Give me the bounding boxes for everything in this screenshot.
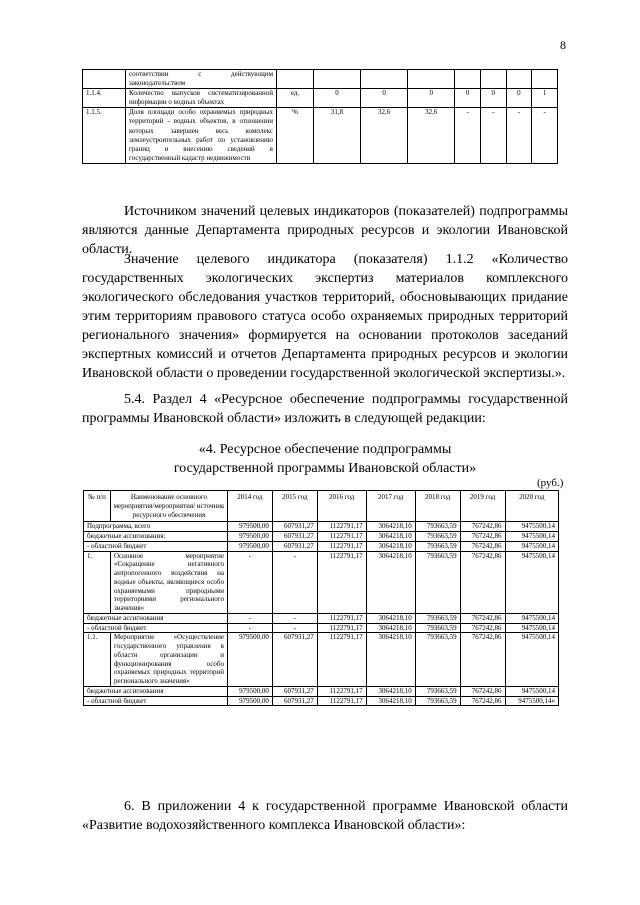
row-name: - областной бюджет — [84, 696, 228, 706]
row-name: бюджетные ассигнования — [84, 686, 228, 696]
amount-cell: 793663,59 — [415, 522, 460, 532]
amount-cell: 3064218,10 — [366, 623, 415, 633]
amount-cell: 793663,59 — [415, 613, 460, 623]
indicator-value: - — [480, 108, 506, 164]
table-row — [84, 686, 559, 696]
table-row — [84, 613, 559, 623]
paragraph-indicator-value: Значение целевого индикатора (показателя) 1.1.2 «Количество государственных экологических экспертиз материалов комплексного экологического обследования участков территорий, обосновывающих придание этим территориям правового статуса особо охраняемых природных территорий регионального значения» формируется на основании протоколов заседаний экспертных комиссий и отчетов Департамента природных ресурсов и экологии Ивановской области о проведении государственной экологической экспертизы.». — [82, 252, 568, 381]
indicator-name: Количество выпусков систематизированной информации о водных объектах — [126, 89, 277, 108]
currency-unit-label: (руб.) — [537, 477, 564, 489]
amount-cell: 1122791,17 — [317, 551, 366, 613]
indicator-value: - — [506, 108, 532, 164]
amount-cell: - — [272, 613, 317, 623]
amount-cell: 1122791,17 — [317, 541, 366, 551]
amount-cell: - — [228, 551, 273, 613]
amount-cell: 1122791,17 — [317, 522, 366, 532]
indicator-value: - — [532, 108, 558, 164]
indicator-value — [455, 70, 481, 89]
amount-cell: 9475500,14 — [505, 633, 559, 687]
amount-cell: 793663,59 — [415, 541, 460, 551]
table-row — [84, 633, 559, 687]
column-header: 2017 год — [366, 491, 415, 522]
amount-cell: 607931,27 — [272, 522, 317, 532]
amount-cell: 1122791,17 — [317, 633, 366, 687]
amount-cell: 767242,86 — [460, 551, 505, 613]
amount-cell: 9475500,14» — [505, 696, 559, 706]
row-number: 1.1. — [84, 633, 111, 687]
paragraph-source: Источником значений целевых индикаторов (показателей) подпрограммы являются данные Департамента природных ресурсов и экологии Ивановской области. — [82, 204, 568, 257]
column-header: 2014 год — [228, 491, 273, 522]
indicator-unit: % — [277, 108, 314, 164]
indicator-value — [506, 70, 532, 89]
amount-cell: - — [228, 623, 273, 633]
amount-cell: 607931,27 — [272, 633, 317, 687]
amount-cell: 3064218,10 — [366, 532, 415, 542]
amount-cell: 607931,27 — [272, 686, 317, 696]
column-header: 2019 год — [460, 491, 505, 522]
table-row — [83, 108, 558, 164]
amount-cell: 767242,86 — [460, 532, 505, 542]
indicator-unit: ед. — [277, 89, 314, 108]
column-header: 2020 год — [505, 491, 559, 522]
amount-cell: 1122791,17 — [317, 532, 366, 542]
row-name: бюджетные ассигнования: — [84, 532, 228, 542]
amount-cell: 3064218,10 — [366, 696, 415, 706]
page-number: 8 — [560, 38, 566, 52]
table-header-row — [84, 491, 559, 522]
amount-cell: 793663,59 — [415, 633, 460, 687]
amount-cell: 9475500,14 — [505, 623, 559, 633]
indicator-value: 31,8 — [314, 108, 361, 164]
row-name: бюджетные ассигнования — [84, 613, 228, 623]
column-header: № п/п — [84, 491, 111, 522]
amount-cell: 793663,59 — [415, 532, 460, 542]
indicator-value: 0 — [314, 89, 361, 108]
table-row — [84, 532, 559, 542]
amount-cell: 607931,27 — [272, 532, 317, 542]
indicator-value: 1 — [532, 89, 558, 108]
amount-cell: - — [228, 613, 273, 623]
row-name: Мероприятие «Осуществление государственного управления в области организации и функционирования особо охраняемых природных территорий регионального значения» — [111, 633, 228, 687]
table-row — [83, 70, 558, 89]
paragraph-section-4: 5.4. Раздел 4 «Ресурсное обеспечение подпрограммы государственной программы Ивановской области» изложить в следующей редакции: — [82, 392, 568, 426]
indicators-table — [82, 69, 558, 164]
row-name: - областной бюджет — [84, 623, 228, 633]
amount-cell: 3064218,10 — [366, 541, 415, 551]
amount-cell: 767242,86 — [460, 541, 505, 551]
indicator-value — [408, 70, 455, 89]
amount-cell: 607931,27 — [272, 696, 317, 706]
table-row — [84, 696, 559, 706]
amount-cell: 767242,86 — [460, 686, 505, 696]
amount-cell: 979500,00 — [228, 541, 273, 551]
amount-cell: 979500,00 — [228, 633, 273, 687]
amount-cell: 979500,00 — [228, 686, 273, 696]
amount-cell: 3064218,10 — [366, 633, 415, 687]
amount-cell: 1122791,17 — [317, 623, 366, 633]
amount-cell: 3064218,10 — [366, 551, 415, 613]
amount-cell: 3064218,10 — [366, 613, 415, 623]
section-heading-line1: «4. Ресурсное обеспечение подпрограммы — [198, 442, 452, 457]
indicator-value — [480, 70, 506, 89]
amount-cell: 3064218,10 — [366, 522, 415, 532]
amount-cell: 1122791,17 — [317, 686, 366, 696]
section-heading-line2: государственной программы Ивановской области» — [173, 461, 477, 476]
indicator-value: 32,6 — [408, 108, 455, 164]
amount-cell: - — [272, 551, 317, 613]
amount-cell: 767242,86 — [460, 522, 505, 532]
indicator-value — [314, 70, 361, 89]
amount-cell: 607931,27 — [272, 541, 317, 551]
amount-cell: 793663,59 — [415, 551, 460, 613]
indicator-value: 0 — [506, 89, 532, 108]
table-row — [84, 551, 559, 613]
column-header: 2018 год — [415, 491, 460, 522]
amount-cell: 767242,86 — [460, 696, 505, 706]
amount-cell: 979500,00 — [228, 696, 273, 706]
indicator-value: 0 — [408, 89, 455, 108]
amount-cell: - — [272, 623, 317, 633]
row-number: 1. — [84, 551, 111, 613]
indicator-name: соответствии с действующим законодательством — [126, 70, 277, 89]
table-row — [84, 522, 559, 532]
indicator-number — [83, 70, 126, 89]
indicator-number: 1.1.5. — [83, 108, 126, 164]
amount-cell: 767242,86 — [460, 613, 505, 623]
table-row — [84, 623, 559, 633]
amount-cell: 767242,86 — [460, 633, 505, 687]
row-name: Подпрограмма, всего — [84, 522, 228, 532]
row-name: - областной бюджет — [84, 541, 228, 551]
indicator-value: - — [455, 108, 481, 164]
resource-table — [83, 490, 559, 706]
indicator-name: Доля площади особо охраняемых природных территорий - водных объектов, в отношении которых завершен весь комплекс землеустроительных работ по установлению границ и внесению сведений в государственный кадастр недвижимости — [126, 108, 277, 164]
amount-cell: 9475500,14 — [505, 686, 559, 696]
indicator-value: 0 — [480, 89, 506, 108]
amount-cell: 793663,59 — [415, 623, 460, 633]
amount-cell: 793663,59 — [415, 696, 460, 706]
amount-cell: 793663,59 — [415, 686, 460, 696]
amount-cell: 1122791,17 — [317, 696, 366, 706]
indicator-unit — [277, 70, 314, 89]
indicator-value: 32,6 — [361, 108, 408, 164]
amount-cell: 3064218,10 — [366, 686, 415, 696]
amount-cell: 9475500,14 — [505, 532, 559, 542]
indicator-value — [532, 70, 558, 89]
column-header: Наименование основного мероприятия/мероприятия/ источник ресурсного обеспечения — [111, 491, 228, 522]
indicator-value: 0 — [361, 89, 408, 108]
amount-cell: 9475500,14 — [505, 522, 559, 532]
amount-cell: 9475500,14 — [505, 613, 559, 623]
indicator-number: 1.1.4. — [83, 89, 126, 108]
amount-cell: 9475500,14 — [505, 541, 559, 551]
amount-cell: 9475500,14 — [505, 551, 559, 613]
table-row — [84, 541, 559, 551]
amount-cell: 1122791,17 — [317, 613, 366, 623]
table-row — [83, 89, 558, 108]
column-header: 2016 год — [317, 491, 366, 522]
paragraph-appendix-4: 6. В приложении 4 к государственной программе Ивановской области «Развитие водохозяйственного комплекса Ивановской области»: — [82, 799, 568, 833]
column-header: 2015 год — [272, 491, 317, 522]
row-name: Основное мероприятие «Сокращение негативного антропогенного воздействия на водные объекты, являющиеся особо охраняемыми природными территориями регионального значения» — [111, 551, 228, 613]
indicator-value: 0 — [455, 89, 481, 108]
amount-cell: 767242,86 — [460, 623, 505, 633]
indicator-value — [361, 70, 408, 89]
amount-cell: 979500,00 — [228, 522, 273, 532]
amount-cell: 979500,00 — [228, 532, 273, 542]
